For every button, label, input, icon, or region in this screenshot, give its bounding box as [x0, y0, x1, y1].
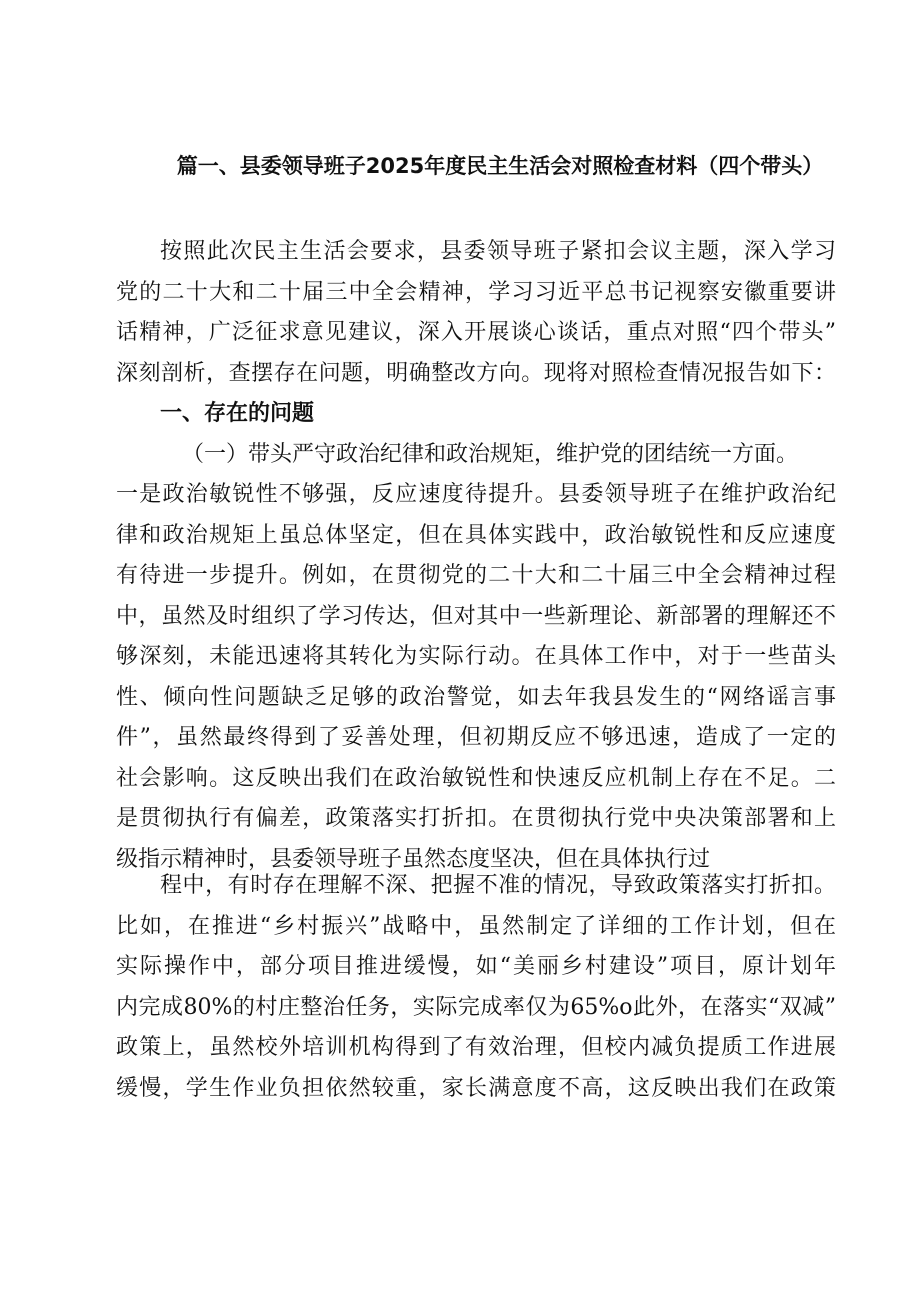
- paragraph-line: 件”，虽然最终得到了妥善处理，但初期反应不够迅速，造成了一定的: [116, 725, 836, 750]
- paragraph-line: 程中，有时存在理解不深、把握不准的情况，导致政策落实打折扣。: [160, 873, 836, 898]
- paragraph-line: 是贯彻执行有偏差，政策落实打折扣。在贯彻执行党中央决策部署和上: [116, 806, 836, 831]
- paragraph-line: 有待进一步提升。例如，在贯彻党的二十大和二十届三中全会精神过程: [116, 563, 836, 588]
- paragraph-line: 深刻剖析，查摆存在问题，明确整改方向。现将对照检查情况报告如下：: [116, 360, 836, 386]
- paragraph-line: 性、倾向性问题缺乏足够的政治警觉，如去年我县发生的“网络谣言事: [116, 684, 836, 710]
- paragraph-line: 够深刻，未能迅速将其转化为实际行动。在具体工作中，对于一些苗头: [116, 644, 836, 669]
- paragraph-line: 缓慢，学生作业负担依然较重，家长满意度不高，这反映出我们在政策: [116, 1075, 836, 1101]
- paragraph-line: 内完成80%的村庄整治任务，实际完成率仅为65%o此外，在落实“双减”: [116, 994, 836, 1020]
- subsection-heading: （一）带头严守政治纪律和政治规矩，维护党的团结统一方面。: [182, 441, 799, 467]
- paragraph-line: 比如，在推进“乡村振兴”战略中，虽然制定了详细的工作计划，但在: [116, 913, 836, 939]
- body-block-1: [116, 232, 836, 880]
- paragraph-line: 中，虽然及时组织了学习传达，但对其中一些新理论、新部署的理解还不: [116, 603, 836, 629]
- paragraph-line: 按照此次民主生活会要求，县委领导班子紧扣会议主题，深入学习: [160, 239, 836, 264]
- document-title: 篇一、县委领导班子2025年度民主生活会对照检查材料（四个带头）: [176, 154, 824, 178]
- body-block-2: [116, 866, 836, 1109]
- paragraph-line: 党的二十大和二十届三中全会精神，学习习近平总书记视察安徽重要讲: [116, 279, 836, 305]
- paragraph-line: 级指示精神时，县委领导班子虽然态度坚决，但在具体执行过: [116, 846, 711, 872]
- section-heading: 一、存在的问题: [160, 401, 315, 426]
- paragraph-line: 一是政治敏锐性不够强，反应速度待提升。县委领导班子在维护政治纪: [116, 482, 836, 507]
- paragraph-line: 政策上，虽然校外培训机构得到了有效治理，但校内减负提质工作进展: [116, 1035, 836, 1060]
- paragraph-line: 话精神，广泛征求意见建议，深入开展谈心谈话，重点对照“四个带头”: [116, 320, 836, 345]
- paragraph-line: 社会影响。这反映出我们在政治敏锐性和快速反应机制上存在不足。二: [116, 765, 836, 791]
- paragraph-line: 律和政治规矩上虽总体坚定，但在具体实践中，政治敏锐性和反应速度: [116, 522, 836, 548]
- paragraph-line: 实际操作中，部分项目推进缓慢，如“美丽乡村建设”项目，原计划年: [116, 954, 836, 979]
